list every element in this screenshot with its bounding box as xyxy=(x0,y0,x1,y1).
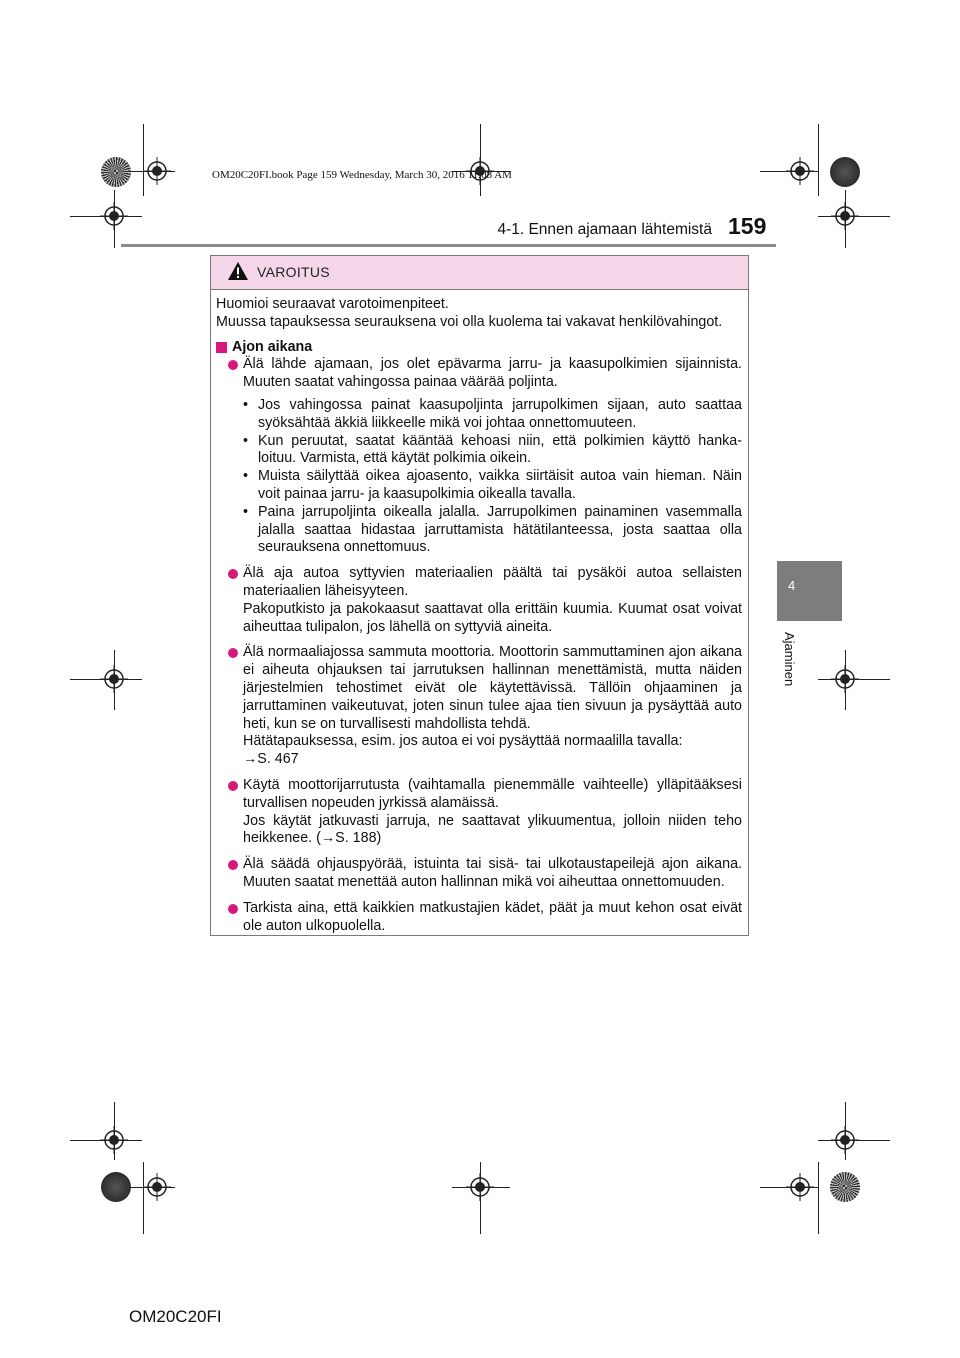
round-bullet-icon xyxy=(228,360,238,370)
warning-item xyxy=(216,900,742,936)
registration-mark-icon xyxy=(786,1173,814,1201)
round-bullet-icon xyxy=(228,860,238,870)
round-bullet-icon xyxy=(228,781,238,791)
sub-bullet: • Kun peruutat, saatat kääntää kehoasi niin, että polkimien käyttö hanka-loituu. Varmista, että käytät polkimia oikein. xyxy=(243,432,742,467)
registration-mark-icon xyxy=(466,1173,494,1201)
round-bullet-icon xyxy=(228,569,238,579)
registration-mark-icon xyxy=(100,1126,128,1154)
starburst-target-icon xyxy=(830,1172,860,1202)
registration-mark-icon xyxy=(100,665,128,693)
warning-item xyxy=(216,644,742,769)
warning-item-text: Älä normaaliajossa sammuta moottoria. Moottorin sammuttaminen ajon aikana ei aiheuta ohjauksen tai jarrutuksen hallinnan menettämistä, mutta näiden järjestelmien tehostimet eivät ole käytettävissä. Tällöin ohjaaminen ja jarruttaminen vaikeutuvat, joten sinun tulee ajaa tien sivuun ja pysäyttää auto heti, kun se on turvallisesti mahdollista tehdä. xyxy=(243,644,742,732)
page-reference: →S. 467 xyxy=(243,751,299,768)
warning-item xyxy=(216,565,742,636)
sub-bullet-text: Jos vahingossa painat kaasupoljinta jarrupolkimen sijaan, auto saattaa syöksähtää äkkiä liikkeelle mikä voi johtaa onnettomuuteen. xyxy=(258,396,742,431)
document-code: OM20C20FI xyxy=(129,1307,222,1326)
sub-bullet-text: Kun peruutat, saatat kääntää kehoasi niin, että polkimien käyttö hanka-loituu. Varmista, että käytät polkimia oikein. xyxy=(258,432,742,467)
warning-content xyxy=(216,296,742,943)
sub-bullet-list xyxy=(216,397,742,557)
square-bullet-icon xyxy=(216,342,227,353)
warning-item-text: Jos käytät jatkuvasti jarruja, ne saattavat ylikuumentua, jolloin niiden teho heikkenee. (→S. 188) xyxy=(243,812,742,847)
dark-disc-mark-icon xyxy=(101,1172,131,1202)
chapter-label: Ajaminen xyxy=(782,632,797,687)
sub-bullet-text: Muista säilyttää oikea ajoasento, vaikka siirtäisit autoa vain hieman. Näin voit painaa jarru- ja kaasupolkimia oikealla tavalla. xyxy=(258,468,742,502)
sub-bullet: • Jos vahingossa painat kaasupoljinta jarrupolkimen sijaan, auto saattaa syöksähtää äkkiä liikkeelle mikä voi johtaa onnettomuuteen. xyxy=(243,396,742,431)
warning-header xyxy=(211,256,748,290)
registration-mark-icon xyxy=(100,202,128,230)
warning-item-text: Käytä moottorijarrutusta (vaihtamalla pienemmälle vaihteelle) ylläpitääksesi turvallisen nopeuden jyrkissä alamäissä. xyxy=(243,776,742,811)
sub-bullet: • Muista säilyttää oikea ajoasento, vaikka siirtäisit autoa vain hieman. Näin voit painaa jarru- ja kaasupolkimia oikealla tavalla. xyxy=(243,468,742,502)
warning-item-text: Pakoputkisto ja pakokaasut saattavat olla erittäin kuumia. Kuumat osat voivat aiheuttaa tulipalon, jos lähellä on syttyviä aineita. xyxy=(243,600,742,635)
warning-item-text: Tarkista aina, että kaikkien matkustajien kädet, päät ja muut kehon osat eivät ole auton ulkopuolella. xyxy=(243,899,742,934)
page-number: 159 xyxy=(728,213,767,239)
section-heading-text: Ajon aikana xyxy=(232,338,313,355)
registration-mark-icon xyxy=(786,157,814,185)
dark-disc-mark-icon xyxy=(830,157,860,187)
registration-mark-icon xyxy=(831,665,859,693)
warning-item xyxy=(216,777,742,848)
warning-item-text: Älä säädä ohjauspyörää, istuinta tai sisä- tai ulkotaustapeilejä ajon aikana. Muuten saatat menettää auton hallinnan mikä voi aiheuttaa onnettomuuden. xyxy=(243,856,742,890)
chapter-number: 4 xyxy=(788,578,796,593)
warning-item xyxy=(216,856,742,892)
round-bullet-icon xyxy=(228,648,238,658)
sub-bullet-text: Paina jarrupoljinta oikealla jalalla. Jarrupolkimen painaminen vasemmalla jalalla saattaa hidastaa jarruttamista hätätilanteessa, josta saattaa olla seurauksena onnettomuus. xyxy=(258,503,742,556)
warning-item-text: Älä aja autoa syttyvien materiaalien päältä tai pysäköi autoa sellaisten materiaalien läheisyyteen. xyxy=(243,565,742,599)
starburst-target-icon xyxy=(101,157,131,187)
registration-mark-icon xyxy=(143,1173,171,1201)
warning-item-text: Hätätapauksessa, esim. jos autoa ei voi pysäyttää normaalilla tavalla: xyxy=(243,733,683,750)
sub-bullet: • Paina jarrupoljinta oikealla jalalla. Jarrupolkimen painaminen vasemmalla jalalla saattaa hidastaa jarruttamista hätätilanteessa, josta saattaa olla seurauksena onnettomuus. xyxy=(243,503,742,556)
registration-mark-icon xyxy=(831,202,859,230)
section-title: 4-1. Ennen ajamaan lähtemistä xyxy=(497,221,712,238)
warning-item-text: Älä lähde ajamaan, jos olet epävarma jarru- ja kaasupolkimien sijainnista. Muuten saatat vahingossa painaa väärää poljinta. xyxy=(243,356,742,391)
chapter-tab xyxy=(777,561,842,621)
section-heading xyxy=(216,339,742,357)
print-meta-line: OM20C20FI.book Page 159 Wednesday, March 30, 2016 11:08 AM xyxy=(212,169,512,181)
warning-title: VAROITUS xyxy=(257,264,330,280)
warning-item xyxy=(216,356,742,557)
header-rule xyxy=(121,244,776,247)
intro-line: Muussa tapauksessa seurauksena voi olla kuolema tai vakavat henkilövahingot. xyxy=(216,313,723,330)
intro-line: Huomioi seuraavat varotoimenpiteet. xyxy=(216,296,449,312)
registration-mark-icon xyxy=(143,157,171,185)
round-bullet-icon xyxy=(228,904,238,914)
warning-triangle-icon xyxy=(227,261,249,281)
registration-mark-icon xyxy=(831,1126,859,1154)
